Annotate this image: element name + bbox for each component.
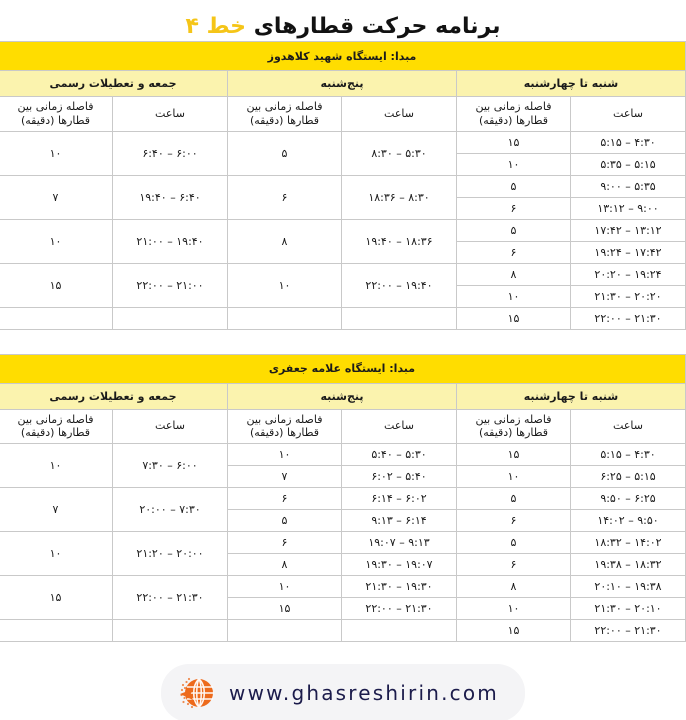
cell-time-thursday-empty (342, 307, 457, 329)
page-title (0, 0, 686, 41)
table-row (0, 307, 686, 329)
cell-time-thursday: ۱۹:۳۰ – ۲۱:۳۰ (342, 576, 457, 598)
cell-interval-friday-empty (0, 307, 113, 329)
cell-time-sat-wed: ۲۱:۳۰ – ۲۲:۰۰ (571, 620, 686, 642)
cell-time-thursday: ۱۸:۳۶ – ۱۹:۴۰ (342, 219, 457, 263)
day-group-sat-wed: شنبه تا چهارشنبه (457, 71, 686, 97)
cell-time-thursday: ۲۱:۳۰ – ۲۲:۰۰ (342, 598, 457, 620)
cell-time-sat-wed: ۵:۳۵ – ۹:۰۰ (571, 175, 686, 197)
col-header-time-thursday: ساعت (342, 97, 457, 132)
table-row (0, 219, 686, 241)
cell-interval-sat-wed: ۱۵ (457, 131, 571, 153)
origin-station-label: مبدا: ایستگاه علامه جعفری (0, 354, 686, 383)
cell-interval-friday: ۱۵ (0, 576, 113, 620)
cell-interval-thursday: ۱۵ (228, 598, 342, 620)
cell-interval-thursday: ۱۰ (228, 263, 342, 307)
day-group-thursday: پنج‌شنبه (228, 383, 457, 409)
day-group-row (0, 383, 686, 409)
page-title-main: برنامه حرکت قطارهای (253, 14, 501, 39)
day-group-sat-wed: شنبه تا چهارشنبه (457, 383, 686, 409)
cell-interval-thursday: ۶ (228, 488, 342, 510)
cell-time-friday: ۶:۰۰ – ۶:۴۰ (113, 131, 228, 175)
day-group-friday: جمعه و تعطیلات رسمی (0, 71, 228, 97)
cell-time-thursday-empty (342, 620, 457, 642)
origin-station-label: مبدا: ایستگاه شهید کلاهدوز (0, 42, 686, 71)
cell-interval-thursday: ۸ (228, 554, 342, 576)
col-header-interval-friday: فاصله زمانی بین قطارها (دقیقه) (0, 97, 113, 132)
cell-time-sat-wed: ۴:۳۰ – ۵:۱۵ (571, 444, 686, 466)
cell-time-sat-wed: ۱۹:۲۴ – ۲۰:۲۰ (571, 263, 686, 285)
cell-interval-sat-wed: ۱۵ (457, 620, 571, 642)
day-group-friday: جمعه و تعطیلات رسمی (0, 383, 228, 409)
cell-time-friday-empty (113, 620, 228, 642)
cell-time-friday: ۲۱:۳۰ – ۲۲:۰۰ (113, 576, 228, 620)
cell-interval-sat-wed: ۱۰ (457, 466, 571, 488)
sub-header-row (0, 409, 686, 444)
cell-time-thursday: ۹:۱۳ – ۱۹:۰۷ (342, 532, 457, 554)
cell-time-friday: ۶:۰۰ – ۷:۳۰ (113, 444, 228, 488)
cell-interval-friday: ۱۵ (0, 263, 113, 307)
cell-interval-sat-wed: ۸ (457, 263, 571, 285)
table-row (0, 576, 686, 598)
table-row (0, 532, 686, 554)
col-header-time-thursday: ساعت (342, 409, 457, 444)
cell-time-sat-wed: ۱۸:۳۲ – ۱۹:۳۸ (571, 554, 686, 576)
cell-time-thursday: ۶:۰۲ – ۶:۱۴ (342, 488, 457, 510)
col-header-interval-thursday: فاصله زمانی بین قطارها (دقیقه) (228, 409, 342, 444)
cell-time-thursday: ۱۹:۴۰ – ۲۲:۰۰ (342, 263, 457, 307)
cell-interval-thursday-empty (228, 620, 342, 642)
origin-row (0, 42, 686, 71)
cell-interval-thursday: ۷ (228, 466, 342, 488)
cell-interval-thursday: ۶ (228, 175, 342, 219)
schedule-table-kolahdooz (0, 41, 686, 330)
cell-time-sat-wed: ۶:۲۵ – ۹:۵۰ (571, 488, 686, 510)
cell-time-sat-wed: ۱۳:۱۲ – ۱۷:۴۲ (571, 219, 686, 241)
cell-interval-thursday: ۱۰ (228, 576, 342, 598)
cell-interval-sat-wed: ۱۵ (457, 307, 571, 329)
website-pill[interactable] (161, 664, 525, 720)
col-header-interval-sat-wed: فاصله زمانی بین قطارها (دقیقه) (457, 97, 571, 132)
schedule-table-jafari (0, 354, 686, 643)
cell-time-thursday: ۵:۳۰ – ۵:۴۰ (342, 444, 457, 466)
col-header-time-sat-wed: ساعت (571, 409, 686, 444)
cell-interval-thursday: ۵ (228, 510, 342, 532)
cell-time-sat-wed: ۲۱:۳۰ – ۲۲:۰۰ (571, 307, 686, 329)
cell-interval-sat-wed: ۱۰ (457, 153, 571, 175)
cell-time-friday: ۲۱:۰۰ – ۲۲:۰۰ (113, 263, 228, 307)
cell-time-friday: ۶:۴۰ – ۱۹:۴۰ (113, 175, 228, 219)
cell-time-sat-wed: ۴:۳۰ – ۵:۱۵ (571, 131, 686, 153)
table-row (0, 131, 686, 153)
cell-interval-thursday: ۸ (228, 219, 342, 263)
table-row (0, 175, 686, 197)
cell-interval-sat-wed: ۶ (457, 554, 571, 576)
col-header-time-friday: ساعت (113, 97, 228, 132)
origin-row (0, 354, 686, 383)
col-header-time-sat-wed: ساعت (571, 97, 686, 132)
cell-time-friday-empty (113, 307, 228, 329)
cell-interval-sat-wed: ۱۰ (457, 285, 571, 307)
cell-time-friday: ۷:۳۰ – ۲۰:۰۰ (113, 488, 228, 532)
day-group-thursday: پنج‌شنبه (228, 71, 457, 97)
cell-time-sat-wed: ۲۰:۱۰ – ۲۱:۳۰ (571, 598, 686, 620)
cell-interval-friday: ۷ (0, 488, 113, 532)
table-spacer (0, 330, 686, 354)
cell-interval-thursday: ۱۰ (228, 444, 342, 466)
col-header-time-friday: ساعت (113, 409, 228, 444)
table-row (0, 263, 686, 285)
footer (0, 664, 686, 720)
cell-interval-sat-wed: ۱۵ (457, 444, 571, 466)
cell-interval-thursday: ۵ (228, 131, 342, 175)
cell-interval-sat-wed: ۵ (457, 488, 571, 510)
cell-time-sat-wed: ۹:۵۰ – ۱۴:۰۲ (571, 510, 686, 532)
website-url[interactable]: www.ghasreshirin.com (229, 681, 499, 705)
cell-time-thursday: ۱۹:۰۷ – ۱۹:۳۰ (342, 554, 457, 576)
cell-interval-sat-wed: ۵ (457, 219, 571, 241)
cell-time-thursday: ۵:۳۰ – ۸:۳۰ (342, 131, 457, 175)
cell-interval-sat-wed: ۶ (457, 241, 571, 263)
cell-time-sat-wed: ۲۰:۲۰ – ۲۱:۳۰ (571, 285, 686, 307)
table-row (0, 444, 686, 466)
cell-interval-friday: ۷ (0, 175, 113, 219)
cell-interval-thursday: ۶ (228, 532, 342, 554)
day-group-row (0, 71, 686, 97)
cell-time-sat-wed: ۱۷:۴۲ – ۱۹:۲۴ (571, 241, 686, 263)
col-header-interval-sat-wed: فاصله زمانی بین قطارها (دقیقه) (457, 409, 571, 444)
cell-interval-friday: ۱۰ (0, 532, 113, 576)
page-title-accent: خط ۴ (185, 14, 247, 39)
cell-interval-sat-wed: ۵ (457, 532, 571, 554)
cell-time-friday: ۲۰:۰۰ – ۲۱:۲۰ (113, 532, 228, 576)
cell-time-thursday: ۶:۱۴ – ۹:۱۳ (342, 510, 457, 532)
cell-interval-friday: ۱۰ (0, 444, 113, 488)
cell-interval-sat-wed: ۶ (457, 197, 571, 219)
cell-interval-friday-empty (0, 620, 113, 642)
cell-time-friday: ۱۹:۴۰ – ۲۱:۰۰ (113, 219, 228, 263)
cell-time-sat-wed: ۹:۰۰ – ۱۳:۱۲ (571, 197, 686, 219)
cell-interval-thursday-empty (228, 307, 342, 329)
cell-interval-sat-wed: ۸ (457, 576, 571, 598)
sub-header-row (0, 97, 686, 132)
cell-interval-friday: ۱۰ (0, 131, 113, 175)
cell-interval-sat-wed: ۶ (457, 510, 571, 532)
globe-plane-icon (177, 673, 217, 713)
cell-time-sat-wed: ۵:۱۵ – ۶:۲۵ (571, 466, 686, 488)
cell-interval-sat-wed: ۱۰ (457, 598, 571, 620)
cell-interval-sat-wed: ۵ (457, 175, 571, 197)
cell-time-sat-wed: ۱۹:۳۸ – ۲۰:۱۰ (571, 576, 686, 598)
cell-time-thursday: ۸:۳۰ – ۱۸:۳۶ (342, 175, 457, 219)
table-row (0, 620, 686, 642)
cell-time-thursday: ۵:۴۰ – ۶:۰۲ (342, 466, 457, 488)
table-row (0, 488, 686, 510)
col-header-interval-thursday: فاصله زمانی بین قطارها (دقیقه) (228, 97, 342, 132)
cell-time-sat-wed: ۵:۱۵ – ۵:۳۵ (571, 153, 686, 175)
cell-interval-friday: ۱۰ (0, 219, 113, 263)
cell-time-sat-wed: ۱۴:۰۲ – ۱۸:۳۲ (571, 532, 686, 554)
col-header-interval-friday: فاصله زمانی بین قطارها (دقیقه) (0, 409, 113, 444)
